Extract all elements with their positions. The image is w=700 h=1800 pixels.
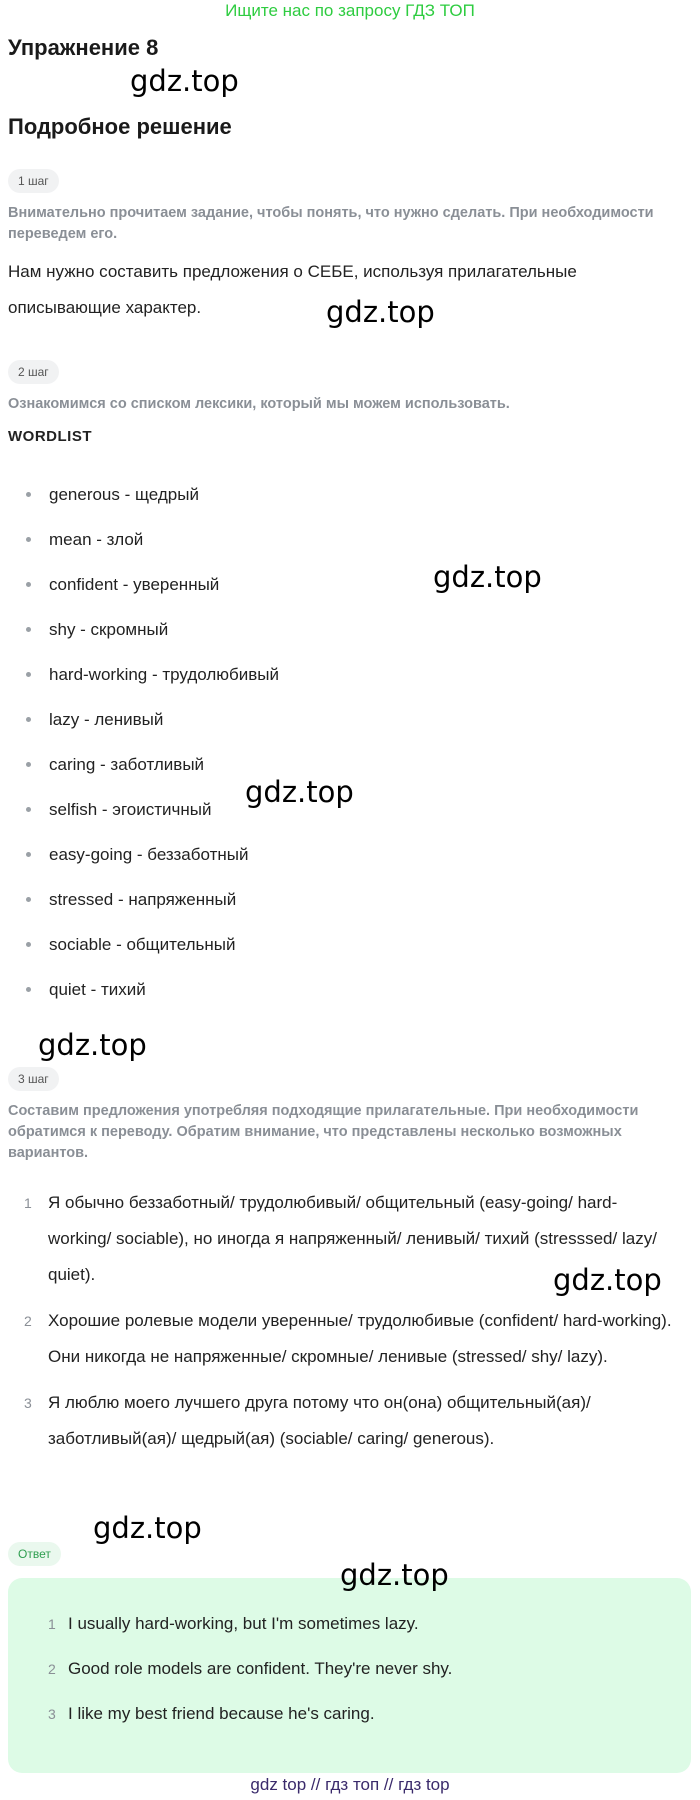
wordlist-heading: WORDLIST [8,428,92,445]
answer-text: I usually hard-working, but I'm sometimes lazy. [68,1614,419,1633]
bullet-icon [26,537,31,542]
watermark: gdz.top [326,295,435,329]
list-item [22,877,279,922]
step-1-text: Нам нужно составить предложения о СЕБЕ, используя прилагательные описывающие характер. [8,262,577,317]
bullet-icon [26,807,31,812]
answer-text: I like my best friend because he's caring. [68,1704,375,1723]
step-3-badge: 3 шаг [8,1067,59,1091]
watermark: gdz.top [433,560,542,594]
bullet-icon [26,717,31,722]
exercise-title: Упражнение 8 [8,35,159,60]
step-1-badge: 1 шаг [8,169,59,193]
watermark: gdz.top [93,1511,202,1545]
watermark: gdz.top [553,1263,662,1297]
bullet-icon [26,942,31,947]
sentences-list-wrap [8,1185,678,1467]
bullet-icon [26,582,31,587]
sentence-text: Я люблю моего лучшего друга потому что он(она) общительный(ая)/ заботливый(ая)/ щедрый(ая) (sociable/ caring/ generous). [48,1393,591,1448]
step-2-badge: 2 шаг [8,360,59,384]
step-1-badge-wrap [8,169,59,193]
word-entry: sociable - общительный [49,935,236,954]
sentences-list [8,1185,678,1457]
word-entry: stressed - напряженный [49,890,237,909]
list-item [22,562,279,607]
list-item [30,1606,452,1651]
top-banner: Ищите нас по запросу ГДЗ ТОП [225,1,475,20]
step-3-badge-wrap [8,1067,59,1091]
step-1-description: Внимательно прочитаем задание, чтобы понять, что нужно сделать. При необходимости переведем его. [8,205,654,242]
word-entry: confident - уверенный [49,575,220,594]
watermark: gdz.top [130,64,239,98]
item-number: 3 [24,1395,32,1411]
solution-title: Подробное решение [8,114,232,139]
step-3-description: Составим предложения употребляя подходящие прилагательные. При необходимости обратимся к переводу. Обратим внимание, что представлены несколько возможных вариантов. [8,1103,639,1161]
bullet-icon [26,897,31,902]
bullet-icon [26,627,31,632]
list-item [22,652,279,697]
list-item [22,472,279,517]
list-item [30,1696,452,1741]
list-item [22,517,279,562]
sentence-text: Хорошие ролевые модели уверенные/ трудолюбивые (confident/ hard-working). Они никогда не напряженные/ скромные/ ленивые (stressed/ shy/ lazy). [48,1311,672,1366]
list-item [22,697,279,742]
word-entry: generous - щедрый [49,485,199,504]
list-item [22,787,279,832]
answer-list [30,1606,452,1741]
word-entry: mean - злой [49,530,144,549]
bullet-icon [26,672,31,677]
bullet-icon [26,762,31,767]
list-item [22,607,279,652]
word-entry: hard-working - трудолюбивый [49,665,280,684]
answer-badge: Ответ [8,1542,61,1566]
step-2-description: Ознакомимся со списком лексики, который мы можем использовать. [8,396,510,412]
word-entry: caring - заботливый [49,755,205,774]
list-item [8,1385,678,1457]
wordlist [22,472,279,1012]
list-item [22,922,279,967]
word-entry: selfish - эгоистичный [49,800,212,819]
list-item [22,832,279,877]
list-item [22,742,279,787]
item-number: 2 [48,1661,56,1677]
step-2-badge-wrap [8,360,59,384]
watermark: gdz.top [340,1558,449,1592]
word-entry: lazy - ленивый [49,710,164,729]
word-entry: quiet - тихий [49,980,146,999]
word-entry: shy - скромный [49,620,169,639]
answer-badge-wrap [8,1542,61,1566]
bullet-icon [26,492,31,497]
footer: gdz top // гдз топ // гдз top [250,1775,450,1794]
item-number: 3 [48,1706,56,1722]
answer-box [8,1578,691,1773]
watermark: gdz.top [245,775,354,809]
item-number: 2 [24,1313,32,1329]
word-entry: easy-going - беззаботный [49,845,249,864]
item-number: 1 [24,1195,32,1211]
bullet-icon [26,852,31,857]
bullet-icon [26,987,31,992]
list-item [22,967,279,1012]
list-item [30,1651,452,1696]
item-number: 1 [48,1616,56,1632]
watermark: gdz.top [38,1028,147,1062]
list-item [8,1303,678,1375]
sentence-text: Я обычно беззаботный/ трудолюбивый/ общительный (easy-going/ hard-working/ sociable), но иногда я напряженный/ ленивый/ тихий (stresssed/ lazy/ quiet). [48,1193,657,1284]
answer-text: Good role models are confident. They're never shy. [68,1659,453,1678]
